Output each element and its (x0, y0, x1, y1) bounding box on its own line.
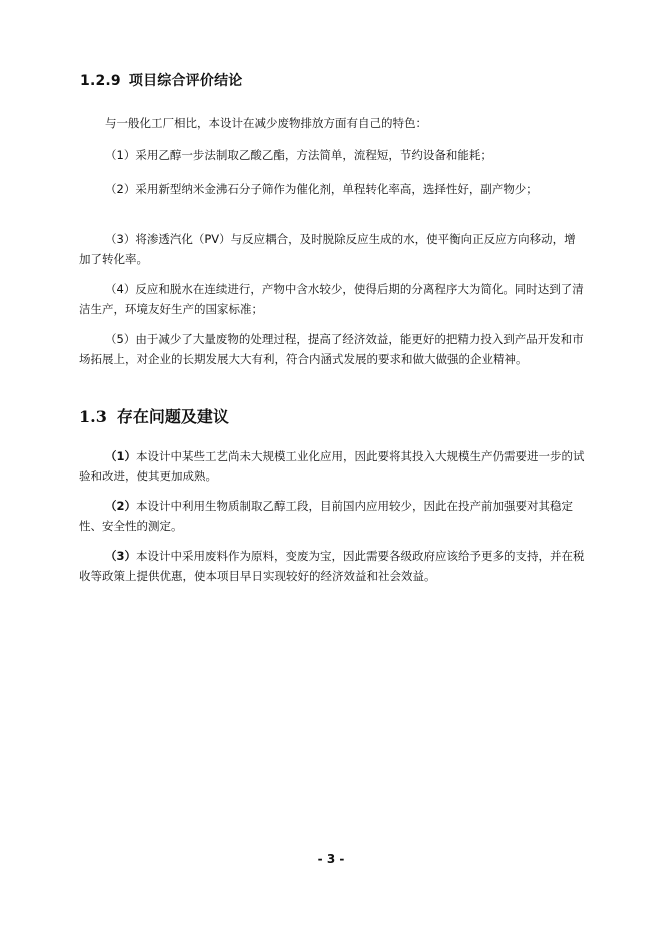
feature-item-3: （3）将渗透汽化（PV）与反应耦合，及时脱除反应生成的水，使平衡向正反应方向移动，增加了转化率。 (79, 232, 576, 266)
issue-item-2 (79, 496, 587, 536)
feature-item-1: （1）采用乙醇一步法制取乙酸乙酯，方法简单，流程短，节约设备和能耗； (105, 148, 492, 162)
issue-text: 本设计中利用生物质制取乙醇工段，目前国内应用较少，因此在投产前加强要对其稳定性、安全性的测定。 (79, 499, 574, 533)
feature-item-2: （2）采用新型纳米金沸石分子筛作为催化剂，单程转化率高，选择性好，副产物少； (105, 182, 538, 196)
section-number: 1.2.9 (80, 73, 121, 89)
issue-number: （1） (105, 449, 137, 463)
issue-text: 本设计中采用废料作为原料，变废为宝，因此需要各级政府应该给予更多的支持，并在税收等政策上提供优惠，使本项目早日实现较好的经济效益和社会效益。 (79, 549, 585, 583)
intro-paragraph: 与一般化工厂相比，本设计在减少废物排放方面有自己的特色： (105, 116, 427, 130)
page-number: - 3 - (317, 852, 345, 866)
issue-number: （2） (105, 499, 137, 513)
section-title: 项目综合评价结论 (128, 73, 243, 89)
issue-item-3 (79, 546, 587, 586)
feature-item-4: （4）反应和脱水在连续进行，产物中含水较少，使得后期的分离程序大为简化。同时达到了清洁生产，环境友好生产的国家标准； (79, 282, 584, 316)
issue-text: 本设计中某些工艺尚未大规模工业化应用，因此要将其投入大规模生产仍需要进一步的试验和改进，使其更加成熟。 (79, 449, 585, 483)
section-title: 存在问题及建议 (116, 407, 229, 426)
section-number: 1.3 (79, 407, 107, 426)
section-heading-1-2-9 (80, 70, 242, 90)
feature-item-5: （5）由于减少了大量废物的处理过程，提高了经济效益，能更好的把精力投入到产品开发和市场拓展上，对企业的长期发展大大有利，符合内涵式发展的要求和做大做强的企业精神。 (79, 332, 584, 366)
issue-item-1 (79, 446, 587, 486)
section-heading-1-3 (79, 404, 229, 427)
issue-number: （3） (105, 549, 137, 563)
